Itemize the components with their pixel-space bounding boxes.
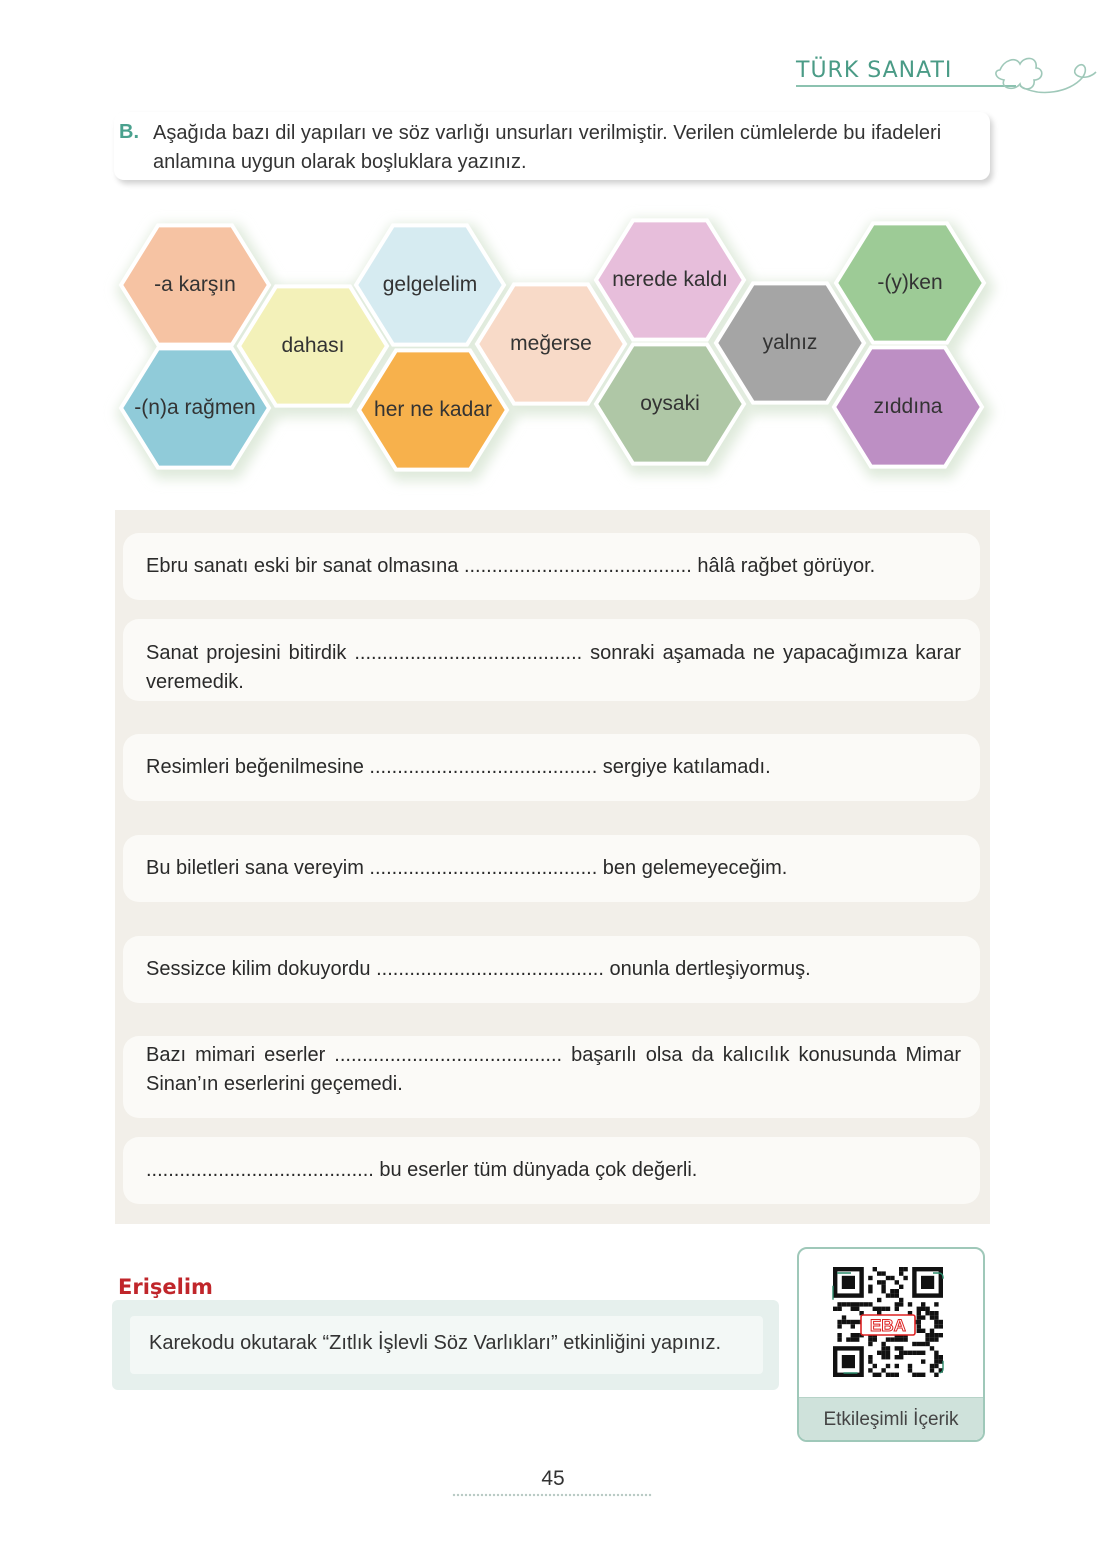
sentence-text[interactable]: Ebru sanatı eski bir sanat olmasına ......................................... hâlâ rağbet görüyor. (146, 555, 876, 577)
hexagon-label: yalnız (762, 331, 818, 354)
hexagon-label: meğerse (510, 332, 592, 355)
hexagon-label: dahası (281, 334, 345, 357)
puzzle-swirl-icon (990, 42, 1100, 102)
sentence-text[interactable]: Sanat projesini bitirdik ......................................... sonraki aşamada ne yapacağımıza karar veremedik. (146, 642, 961, 693)
hexagon-label: oysaki (640, 392, 700, 415)
qr-label: Etkileşimli İçerik (823, 1409, 959, 1430)
qr-code-icon[interactable] (827, 1261, 957, 1391)
sentence-text[interactable]: Resimleri beğenilmesine ......................................... sergiye katılamadı. (146, 756, 771, 778)
header-underline (796, 85, 1016, 87)
eba-logo: EBA (870, 1316, 906, 1335)
task-instruction: Aşağıda bazı dil yapıları ve söz varlığı unsurları verilmiştir. Verilen cümlelerde bu ifadeleri anlamına uygun olarak boşluklara yazınız. (153, 122, 942, 173)
hexagon-label: zıddına (873, 395, 943, 418)
page-number: 45 (541, 1467, 565, 1490)
sentence-text[interactable]: ......................................... bu eserler tüm dünyada çok değerli. (146, 1159, 698, 1181)
qr-card[interactable] (797, 1247, 985, 1442)
access-title: Erişelim (118, 1275, 213, 1299)
hexagon-label: -a karşın (154, 273, 236, 296)
hexagon-label: -(n)a rağmen (134, 396, 256, 419)
task-letter: B. (119, 121, 139, 143)
hexagon-label: -(y)ken (877, 271, 943, 294)
sentence-text[interactable]: Bu biletleri sana vereyim ......................................... ben gelemeyeceğim. (146, 857, 788, 879)
page-number-dots (452, 1493, 652, 1497)
access-instruction: Karekodu okutarak “Zıtlık İşlevli Söz Varlıkları” etkinliğini yapınız. (149, 1332, 722, 1354)
section-title: TÜRK SANATI (796, 58, 953, 83)
hexagon-label: nerede kaldı (612, 268, 728, 291)
hexagon-label: gelgelelim (382, 273, 478, 296)
sentence-text[interactable]: Bazı mimari eserler ......................................... başarılı olsa da kalıcılık konusunda Mimar Sinan’ın eserlerini geçemedi. (146, 1044, 961, 1095)
sentence-text[interactable]: Sessizce kilim dokuyordu ......................................... onunla dertleşiyormuş. (146, 958, 811, 980)
word-bank (100, 200, 1010, 500)
hexagon-label: her ne kadar (374, 398, 492, 421)
